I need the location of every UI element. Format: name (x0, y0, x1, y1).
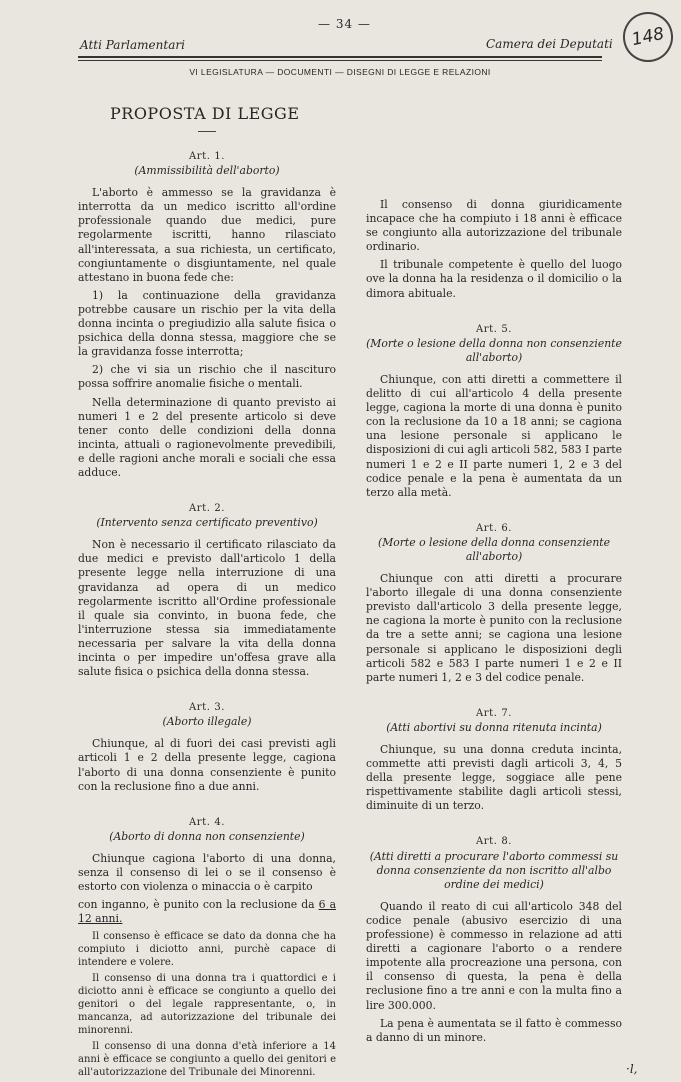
article-number: Art. 8. (475, 836, 513, 848)
article-title: (Intervento senza certificato preventivo) (96, 516, 318, 530)
paragraph: Quando il reato di cui all'articolo 348 del codice penale (abusivo esercizio di una professione) è commesso in relazione ad atti diretti a cagionare l'aborto o a rendere impotente alla procreazione una persona, con il consenso di questa, la pena è della reclusione fino a tre anni e con la multa fino a lire 300.000. (366, 899, 622, 1012)
article-title: (Atti abortivi su donna ritenuta incinta) (386, 720, 602, 734)
article-number: Art. 5. (475, 323, 513, 335)
article-number: Art. 7. (475, 707, 513, 719)
page-stamp: 148 (618, 7, 677, 66)
article-number: Art. 4. (188, 816, 226, 828)
paragraph: L'aborto è ammesso se la gravidanza è interrotta da un medico iscritto all'ordine professionale quando due medici, pure regolarmente iscritti, hanno rilasciato all'interessata, a sua richiesta, un certificato, congiuntamente o disgiuntamente, nel quale attestano in buona fede che: (78, 186, 336, 284)
article-title: (Aborto di donna non consenziente) (109, 829, 305, 843)
header-left: Atti Parlamentari (80, 38, 185, 52)
page-title: PROPOSTA DI LEGGE (110, 104, 300, 123)
paragraph: Il consenso di una donna tra i quattordici e i diciotto anni è efficace se congiunto a quello dei genitori o del legale rappresentante, o, in mancanza, ad autorizzazione del tribunale dei minorenni. (78, 973, 336, 1037)
amendment-block (78, 930, 336, 1079)
header-right: Camera dei Deputati (486, 37, 613, 51)
handwritten-correction: 6 a 12 anni. (78, 898, 337, 926)
paragraph: Il consenso di una donna d'età inferiore a 14 anni è efficace se congiunto a quello dei genitori e all'autorizzazione del Tribunale dei Minorenni. (78, 1041, 336, 1079)
article-title: (Ammissibilità dell'aborto) (134, 164, 280, 178)
article-number: Art. 1. (188, 151, 226, 162)
article-number: Art. 3. (188, 702, 226, 714)
paragraph: Chiunque con atti diretti a procurare l'aborto illegale di una donna consenziente previsto dall'articolo 3 della presente legge, ne cagiona la morte è punito con la reclusione da tre a sette anni; se cagiona una lesione personale si applicano le disposizioni degli articoli 582 e 583 I parte numeri 1 e 2 e II parte numeri 1, 2 e 3 del codice penale. (366, 572, 622, 684)
paragraph: Il consenso di donna giuridicamente incapace che ha compiuto i 18 anni è efficace se congiunto alla autorizzazione del tribunale ordinario. (366, 198, 622, 254)
paragraph: con inganno, è punito con la reclusione da 6 a 12 anni. (78, 898, 337, 926)
header-rule-thin (78, 60, 602, 61)
paragraph: 2) che vi sia un rischio che il nascituro possa soffrire anomalie fisiche o mentali. (78, 363, 336, 391)
article-number: Art. 6. (475, 522, 513, 534)
paragraph: Chiunque, al di fuori dei casi previsti agli articoli 1 e 2 della presente legge, cagiona l'aborto di una donna consenziente è punito con la reclusione fino a due anni. (78, 737, 336, 793)
paragraph: 1) la continuazione della gravidanza potrebbe causare un rischio per la vita della donna incinta o pregiudizio alla salute fisica o psichica della donna stessa, maggiore che se la gravidanza fosse interrotta; (78, 288, 336, 359)
paragraph: La pena è aumentata se il fatto è commesso a danno di un minore. (366, 1016, 622, 1044)
page-number: — 34 — (318, 17, 371, 31)
header-rule (78, 56, 602, 58)
right-column (366, 198, 622, 1049)
subheader: VI LEGISLATURA — DOCUMENTI — DISEGNI DI LEGGE E RELAZIONI (189, 67, 491, 77)
paragraph: Non è necessario il certificato rilasciato da due medici e previsto dall'articolo 1 della presente legge nella interruzione di una gravidanza ad opera di un medico regolarmente iscritto all'Ordine professionale il quale sia convinto, in buona fede, che l'interruzione stessa sia immediatamente necessaria per salvare la vita della donna incinta o per impedire un'offesa grave alla salute fisica o psichica della donna stessa. (78, 538, 336, 679)
paragraph: Chiunque, con atti diretti a commettere il delitto di cui all'articolo 4 della presente legge, cagiona la morte di una donna è punito con la reclusione da 10 a 18 anni; se cagiona una lesione personale si applicano le disposizioni di cui agli articoli 582, 583 I parte numeri 1 e 2 e II parte numeri 1, 2 e 3 del codice penale e la pena è aumentata da un terzo alla metà. (366, 372, 622, 499)
article-title: (Atti diretti a procurare l'aborto commessi su donna consenziente da non iscritto all'albo ordine dei medici) (369, 849, 619, 891)
article-title: (Morte o lesione della donna consenziente all'aborto) (378, 535, 610, 563)
article-number: Art. 2. (188, 503, 226, 515)
left-column (78, 150, 336, 1082)
paragraph: Nella determinazione di quanto previsto ai numeri 1 e 2 del presente articolo si deve tener conto delle condizioni della donna incinta, attuali o ragionevolmente prevedibili, e delle ragioni anche morali e sociali che essa adduce. (78, 395, 336, 479)
footer-mark: ·l, (626, 1062, 638, 1076)
paragraph: Il consenso è efficace se dato da donna che ha compiuto i diciotto anni, purchè capace di intendere e volere. (78, 931, 336, 969)
paragraph: Il tribunale competente è quello del luogo ove la donna ha la residenza o il domicilio o la dimora abituale. (366, 258, 622, 300)
paragraph: Chiunque, su una donna creduta incinta, commette atti previsti dagli articoli 3, 4, 5 della presente legge, soggiace alle pene rispettivamente stabilite dagli articoli stessi, diminuite di un terzo. (366, 743, 622, 813)
title-divider (198, 131, 216, 132)
article-title: (Morte o lesione della donna non consenziente all'aborto) (366, 336, 622, 364)
paragraph: Chiunque cagiona l'aborto di una donna, senza il consenso di lei o se il consenso è estorto con violenza o minaccia o è carpito (78, 851, 336, 894)
article-title: (Aborto illegale) (162, 715, 252, 729)
